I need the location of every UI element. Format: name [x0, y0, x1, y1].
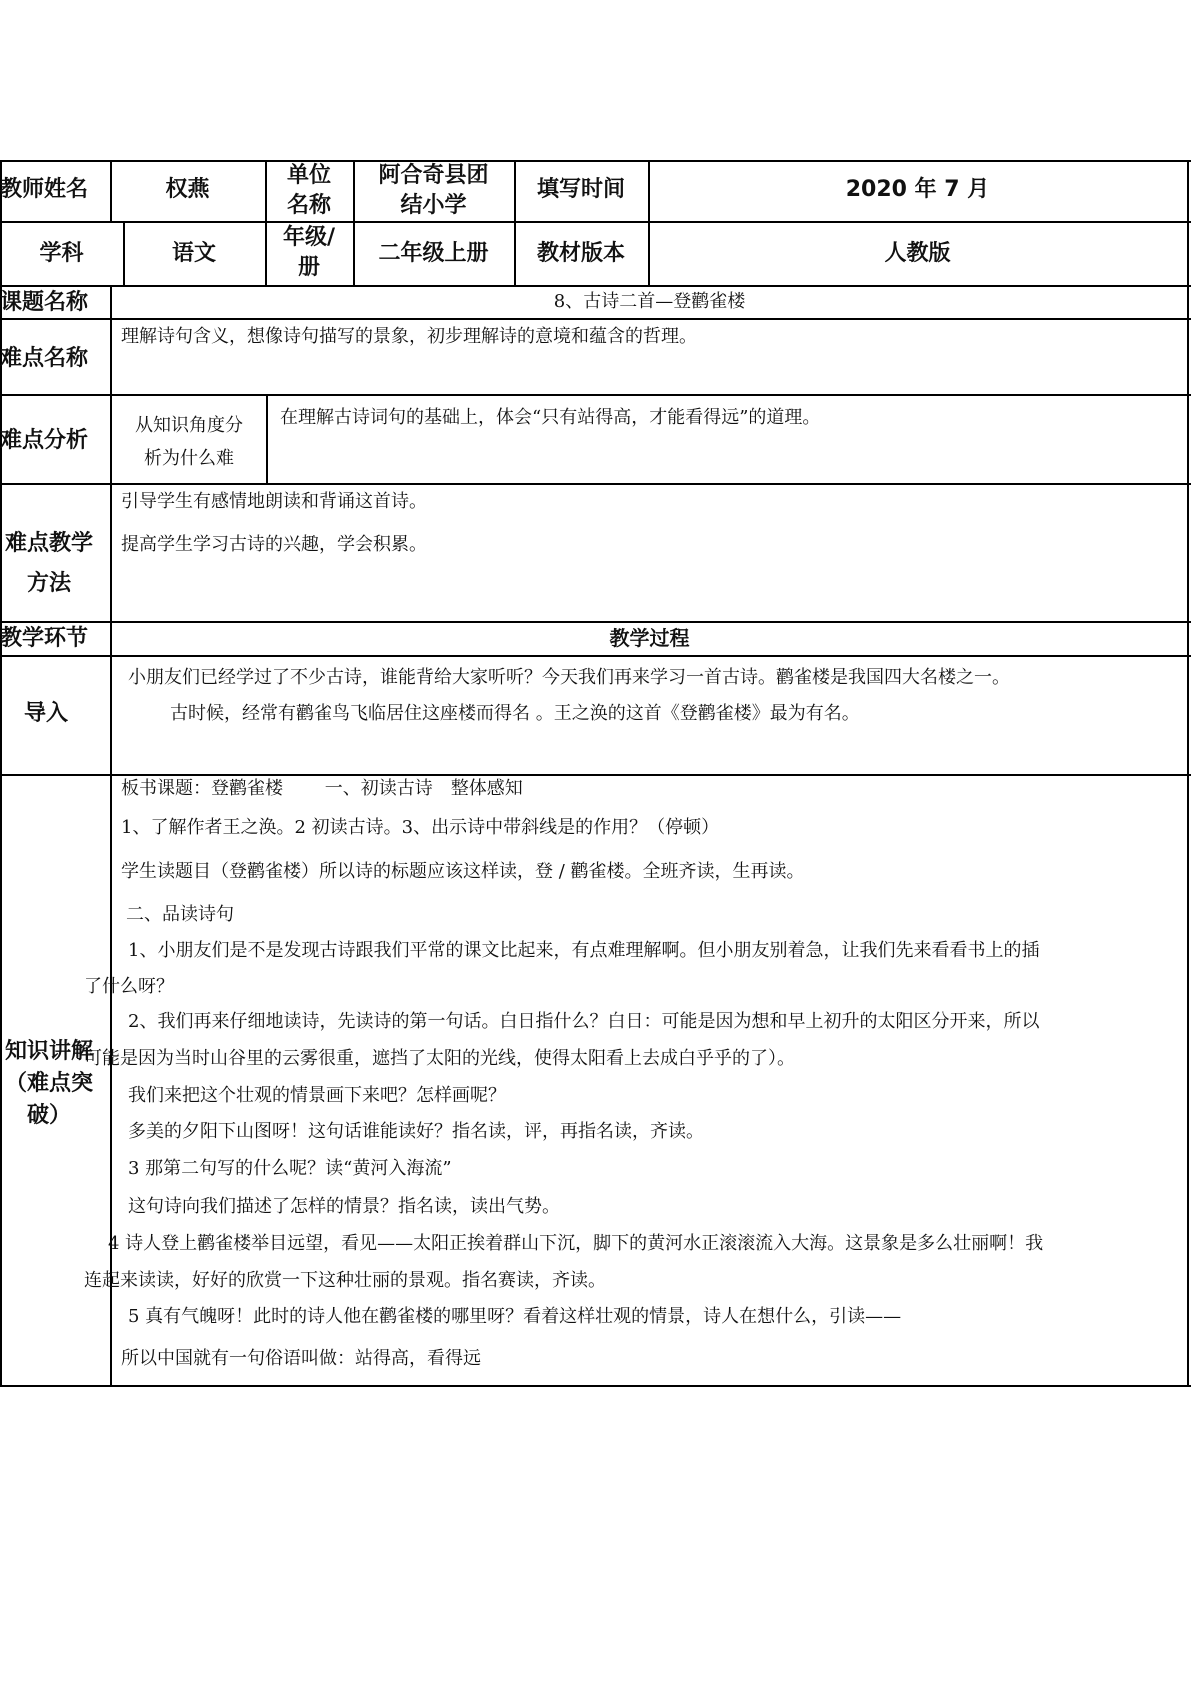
- knowledge-line: 4 诗人登上鹳雀楼举目远望，看见——太阳正挨着群山下沉，脚下的黄河水正滚滚流入大海。这景象是多么壮丽啊！我: [108, 1233, 1044, 1254]
- analysis-value: 在理解古诗词句的基础上，体会“只有站得高，才能看得远”的道理。: [280, 407, 821, 428]
- knowledge-line: 板书课题：登鹳雀楼 一、初读古诗 整体感知: [121, 778, 523, 799]
- knowledge-label-line: （难点突: [4, 1071, 93, 1096]
- analysis-label: 难点分析: [0, 428, 89, 453]
- fill-date-value: 2020 年 7 月: [845, 177, 990, 202]
- stage-label: 教学环节: [0, 626, 89, 651]
- subject-label: 学科: [39, 241, 84, 266]
- table-row-divider: [0, 483, 1191, 485]
- method-label-line: 方法: [26, 571, 71, 596]
- difficulty-value: 理解诗句含义，想像诗句描写的景象，初步理解诗的意境和蕴含的哲理。: [121, 326, 697, 347]
- grade-label-line: 年级/: [282, 225, 336, 250]
- table-row-divider: [0, 394, 1191, 396]
- knowledge-line: 所以中国就有一句俗语叫做：站得高，看得远: [121, 1348, 481, 1369]
- table-row-divider: [0, 621, 1191, 623]
- column-divider: [266, 394, 268, 484]
- knowledge-line: 可能是因为当时山谷里的云雾很重，遮挡了太阳的光线，使得太阳看上去成白乎乎的了）。: [84, 1048, 795, 1069]
- knowledge-line: 1、了解作者王之涣。2 初读古诗。3、出示诗中带斜线是的作用？（停顿）: [121, 817, 720, 838]
- table-border-right: [1187, 160, 1189, 1387]
- process-label: 教学过程: [609, 626, 690, 650]
- teacher-name-label: 教师姓名: [0, 177, 89, 202]
- knowledge-line: 我们来把这个壮观的情景画下来吧？怎样画呢？: [128, 1085, 506, 1106]
- intro-label: 导入: [23, 701, 68, 726]
- method-line: 引导学生有感情地朗读和背诵这首诗。: [121, 491, 427, 512]
- unit-value-line: 阿合奇县团: [378, 163, 489, 188]
- knowledge-line: 了什么呀？: [84, 976, 174, 997]
- difficulty-label: 难点名称: [0, 346, 89, 371]
- method-label-line: 难点教学: [4, 531, 93, 556]
- table-row-divider: [0, 655, 1191, 657]
- edition-label: 教材版本: [536, 241, 625, 266]
- knowledge-line: 学生读题目（登鹳雀楼）所以诗的标题应该这样读，登 / 鹳雀楼。全班齐读，生再读。: [121, 861, 805, 882]
- analysis-sublabel-line: 从知识角度分: [135, 415, 243, 436]
- analysis-sublabel: [112, 409, 266, 475]
- table-row-divider: [0, 774, 1191, 776]
- knowledge-line: 这句诗向我们描述了怎样的情景？指名读，读出气势。: [128, 1196, 560, 1217]
- edition-value: 人教版: [884, 241, 951, 266]
- unit-label-line: 名称: [286, 193, 331, 218]
- table-row-divider: [0, 221, 1191, 223]
- method-line: 提高学生学习古诗的兴趣，学会积累。: [121, 534, 427, 555]
- intro-line: 古时候，经常有鹳雀鸟飞临居住这座楼而得名 。王之涣的这首《登鹳雀楼》最为有名。: [170, 703, 860, 724]
- knowledge-line: 连起来读读，好好的欣赏一下这种壮丽的景观。指名赛读，齐读。: [84, 1270, 606, 1291]
- knowledge-label-line: 知识讲解: [4, 1039, 93, 1064]
- knowledge-line: 2、我们再来仔细地读诗，先读诗的第一句话。白日指什么？白日：可能是因为想和早上初升的太阳区分开来，所以: [128, 1011, 1040, 1032]
- unit-value: [353, 161, 514, 221]
- table-border-left: [0, 160, 2, 1387]
- topic-value: 8、古诗二首—登鹳雀楼: [553, 291, 746, 312]
- subject-value: 语文: [171, 241, 216, 266]
- topic-label: 课题名称: [0, 290, 89, 315]
- teacher-name-value: 权燕: [165, 177, 210, 202]
- knowledge-line: 3 那第二句写的什么呢？读“黄河入海流”: [128, 1158, 452, 1179]
- unit-label-line: 单位: [286, 163, 331, 188]
- knowledge-label-line: 破）: [26, 1103, 71, 1128]
- intro-line: 小朋友们已经学过了不少古诗，谁能背给大家听听？今天我们再来学习一首古诗。鹳雀楼是我国四大名楼之一。: [128, 667, 1010, 688]
- table-border-bottom: [0, 1385, 1191, 1387]
- grade-label-line: 册: [297, 255, 320, 280]
- knowledge-line: 多美的夕阳下山图呀！这句话谁能读好？指名读，评，再指名读，齐读。: [128, 1121, 704, 1142]
- grade-value: 二年级上册: [378, 241, 489, 266]
- table-border-top: [0, 160, 1191, 162]
- knowledge-line: 1、小朋友们是不是发现古诗跟我们平常的课文比起来，有点难理解啊。但小朋友别着急，让我们先来看看书上的插: [128, 940, 1040, 961]
- method-label: [0, 524, 98, 604]
- table-row-divider: [0, 318, 1191, 320]
- unit-label: [265, 161, 353, 221]
- table-row-divider: [0, 285, 1191, 287]
- unit-value-line: 结小学: [400, 193, 467, 218]
- knowledge-line: 二、品读诗句: [126, 904, 234, 925]
- analysis-sublabel-line: 析为什么难: [144, 448, 234, 469]
- grade-label: [265, 223, 353, 283]
- fill-date-label: 填写时间: [536, 177, 625, 202]
- knowledge-line: 5 真有气魄呀！此时的诗人他在鹳雀楼的哪里呀？看着这样壮观的情景，诗人在想什么，引读——: [128, 1306, 902, 1327]
